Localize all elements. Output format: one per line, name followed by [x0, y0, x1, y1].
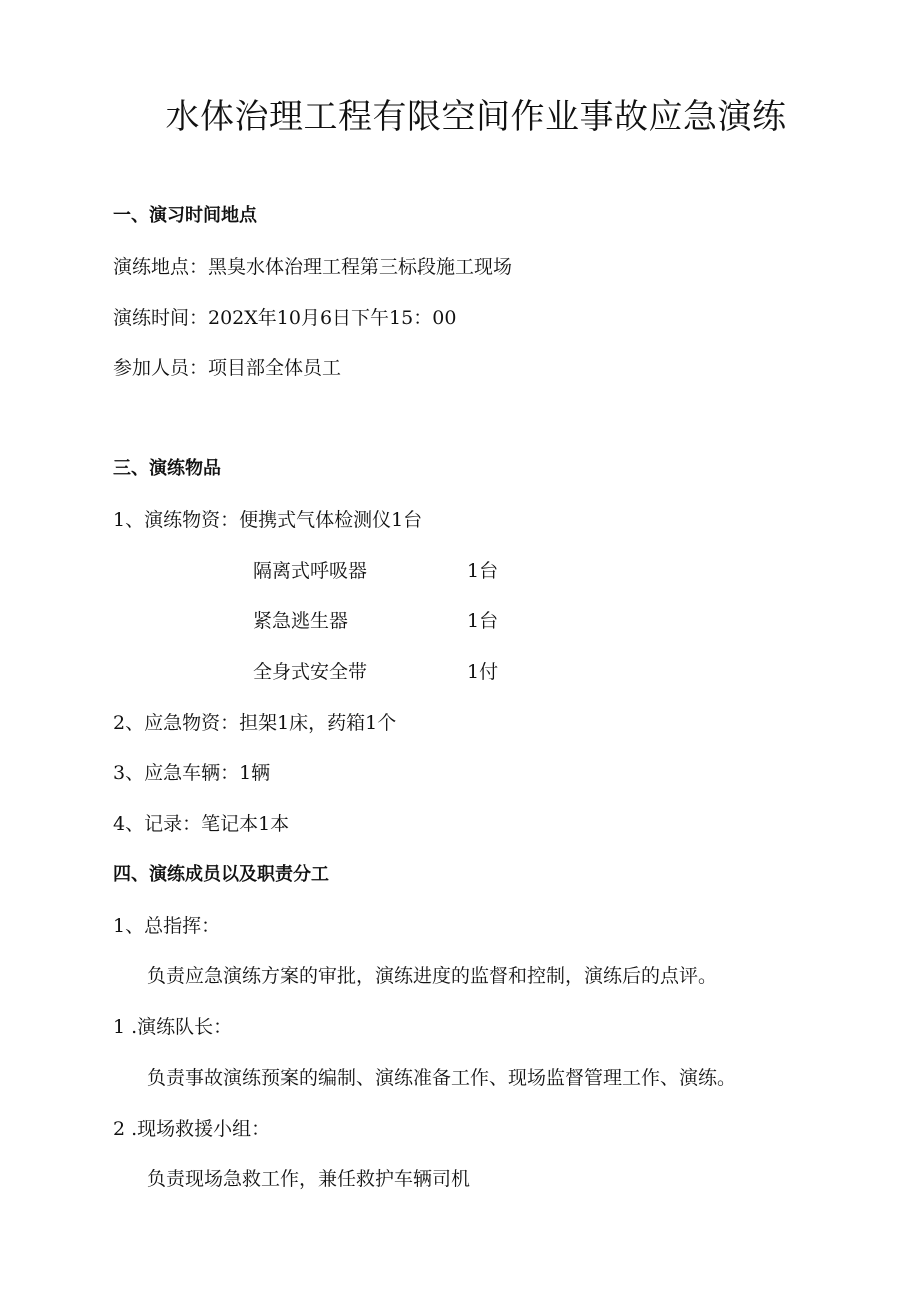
role-description: 负责事故演练预案的编制、演练准备工作、现场监督管理工作、演练。 — [147, 1067, 737, 1089]
sub-item-name: 全身式安全带 — [253, 661, 368, 683]
sub-item-qty: 1台 — [467, 610, 499, 632]
sub-item-qty: 1台 — [467, 560, 499, 582]
materials-item-3: 3、应急车辆：1辆 — [113, 762, 271, 784]
sub-item-name: 隔离式呼吸器 — [253, 560, 368, 582]
role-description: 负责现场急救工作，兼任救护车辆司机 — [147, 1168, 471, 1190]
role-label: 1、总指挥： — [113, 915, 221, 937]
section-heading-time-location: 一、演习时间地点 — [113, 205, 257, 226]
role-label: 2 .现场救援小组： — [113, 1118, 271, 1140]
materials-item-1: 1、演练物资：便携式气体检测仪1台 — [113, 509, 423, 531]
materials-item-2: 2、应急物资：担架1床，药箱1个 — [113, 712, 397, 734]
section-heading-materials: 三、演练物品 — [113, 458, 221, 479]
materials-item-4: 4、记录：笔记本1本 — [113, 813, 290, 835]
section-heading-members: 四、演练成员以及职责分工 — [113, 864, 329, 885]
role-label: 1 .演练队长： — [113, 1016, 233, 1038]
document-title: 水体治理工程有限空间作业事故应急演练 — [165, 97, 787, 137]
role-description: 负责应急演练方案的审批，演练进度的监督和控制，演练后的点评。 — [147, 965, 718, 987]
drill-time: 演练时间：202X年10月6日下午15：00 — [113, 307, 457, 329]
drill-location: 演练地点：黑臭水体治理工程第三标段施工现场 — [113, 256, 513, 278]
drill-participants: 参加人员：项目部全体员工 — [113, 357, 342, 379]
sub-item-name: 紧急逃生器 — [253, 610, 349, 632]
sub-item-qty: 1付 — [467, 661, 499, 683]
